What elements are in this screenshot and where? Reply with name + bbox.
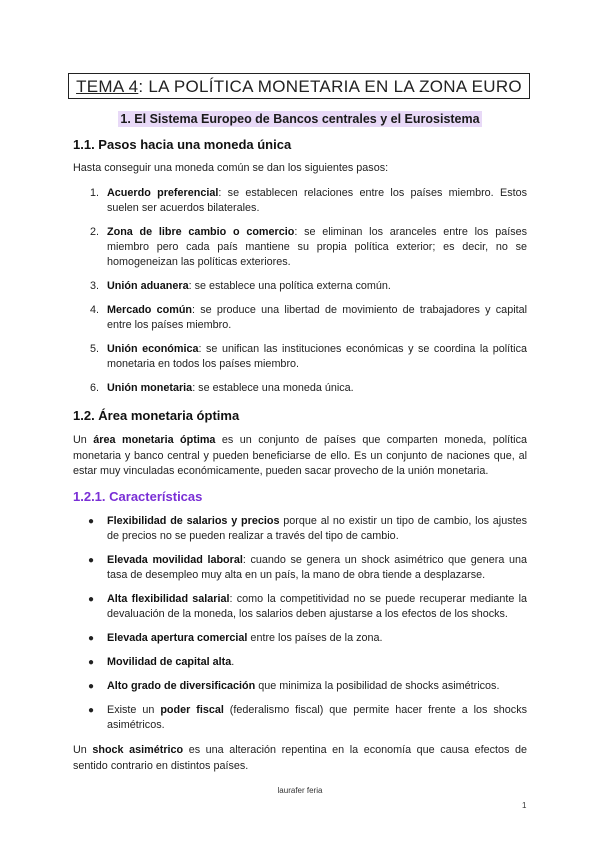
list-item-text: : se establecen relaciones entre los países miembro. Estos suelen ser acuerdos bilaterales.: [107, 187, 527, 214]
steps-list: [73, 186, 527, 396]
bullet-icon: ●: [88, 681, 95, 692]
list-item: [73, 679, 527, 694]
list-item: [73, 703, 527, 733]
list-item-text: : como la competitividad no se puede recuperar mediante la devaluación de la moneda, los salarios deben ajustarse a los efectos de los shocks.: [107, 593, 528, 620]
list-item-number: 1.: [90, 187, 100, 199]
list-item-number: 6.: [90, 382, 100, 394]
bullet-icon: ●: [88, 516, 95, 527]
list-item-term: Alta flexibilidad salarial: [107, 593, 230, 605]
bullet-icon: ●: [88, 705, 95, 716]
optimal-area-paragraph: Un área monetaria óptima es un conjunto de países que comparten moneda, política monetaria y banco central y pueden beneficiarse de ello. Es un conjunto de naciones que, al estar muy vinculadas económicamente, pueden sacar provecho de la unión monetaria.: [73, 434, 527, 477]
list-item: [73, 592, 527, 622]
bullet-icon: ●: [88, 594, 95, 605]
subsection-heading-1-2-1: 1.2.1. Características: [73, 489, 203, 504]
list-item: [73, 303, 527, 333]
list-item-term: Unión monetaria: [107, 382, 193, 394]
list-item-text: : se establece una política externa común.: [188, 280, 391, 292]
asymmetric-shock-term: shock asimétrico: [92, 744, 184, 756]
title-topic: TEMA 4: [76, 77, 139, 96]
list-item-term: poder fiscal: [160, 704, 224, 716]
list-item: [73, 186, 527, 216]
list-item-term: Unión económica: [107, 343, 199, 355]
list-item-term: Elevada apertura comercial: [107, 632, 248, 644]
list-item: [73, 279, 527, 294]
document-title: [68, 73, 530, 99]
list-item-text: (federalismo fiscal) que permite hacer frente a los shocks asimétricos.: [107, 704, 527, 731]
bullet-icon: ●: [88, 633, 95, 644]
list-item: [73, 225, 527, 270]
list-item-term: Mercado común: [107, 304, 193, 316]
list-item: [73, 631, 527, 646]
list-item-term: Alto grado de diversificación: [107, 680, 256, 692]
title-separator: :: [138, 77, 149, 96]
list-item-term: Acuerdo preferencial: [107, 187, 219, 199]
intro-paragraph: Hasta conseguir una moneda común se dan los siguientes pasos:: [73, 162, 389, 174]
list-item-term: Movilidad de capital alta: [107, 656, 232, 668]
list-item-term: Unión aduanera: [107, 280, 189, 292]
list-item-number: 2.: [90, 226, 100, 238]
page-number: 1: [522, 801, 527, 810]
list-item-number: 5.: [90, 343, 100, 355]
list-item-prefix: Existe un: [107, 704, 161, 716]
list-item-number: 4.: [90, 304, 100, 316]
subsection-heading-1-2: 1.2. Área monetaria óptima: [73, 408, 240, 423]
list-item-text: : se establece una moneda única.: [192, 382, 354, 394]
list-item: [73, 553, 527, 583]
asymmetric-shock-paragraph: Un shock asimétrico es una alteración repentina en la economía que causa efectos de sentido contrario en distintos países.: [73, 744, 527, 772]
list-item: [73, 514, 527, 544]
characteristics-list: [73, 514, 527, 733]
list-item-text: .: [231, 656, 235, 668]
subsection-heading-1-1: 1.1. Pasos hacia una moneda única: [73, 137, 292, 152]
bullet-icon: ●: [88, 555, 95, 566]
title-rest: LA POLÍTICA MONETARIA EN LA ZONA EURO: [148, 77, 522, 96]
footer-author: laurafer feria: [277, 786, 323, 795]
list-item-text: porque al no existir un tipo de cambio, los ajustes de precios no se pueden realizar a través del tipo de cambio.: [107, 515, 527, 542]
list-item-text: : se unifican las instituciones económicas y se coordina la política monetaria en todos los países miembro.: [107, 343, 527, 370]
list-item-text: entre los países de la zona.: [247, 632, 383, 644]
list-item: [73, 381, 527, 396]
list-item-text: : se eliminan los aranceles entre los países miembro pero cada país mantiene su propia política exterior; es decir, no se homogeneizan las políticas exteriores.: [107, 226, 527, 268]
list-item-text: que minimiza la posibilidad de shocks asimétricos.: [255, 680, 500, 692]
optimal-area-term: área monetaria óptima: [93, 434, 216, 446]
list-item: [73, 342, 527, 372]
list-item-term: Zona de libre cambio o comercio: [107, 226, 295, 238]
list-item: [73, 655, 527, 670]
bullet-icon: ●: [88, 657, 95, 668]
section-heading-1: 1. El Sistema Europeo de Bancos centrales y el Eurosistema: [120, 112, 480, 126]
list-item-text: : cuando se genera un shock asimétrico que genera una tasa de desempleo muy alta en un país, la mano de obra tiende a desplazarse.: [107, 554, 527, 581]
list-item-number: 3.: [90, 280, 100, 292]
list-item-text: : se produce una libertad de movimiento de trabajadores y capital entre los países miembro.: [107, 304, 527, 331]
list-item-term: Flexibilidad de salarios y precios: [107, 515, 280, 527]
list-item-term: Elevada movilidad laboral: [107, 554, 243, 566]
